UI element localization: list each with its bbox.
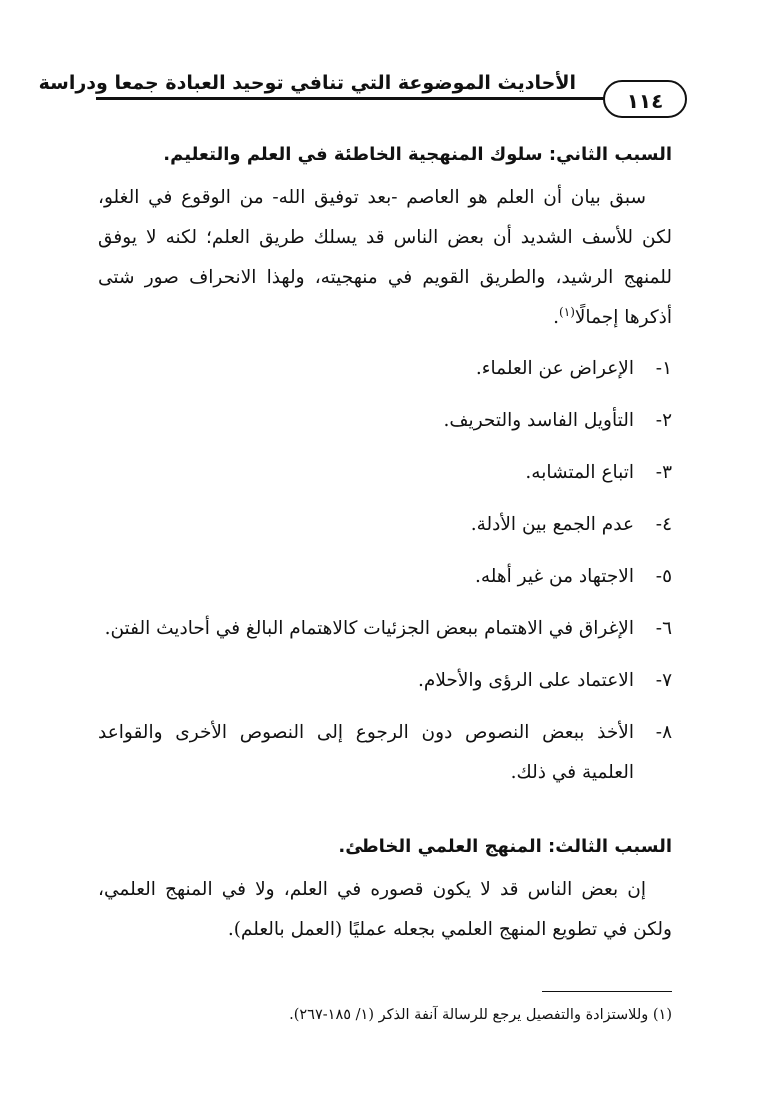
list-item (98, 505, 672, 545)
list-item (98, 453, 672, 493)
list-item-number: ٢- (655, 410, 672, 431)
list-item-text: الاجتهاد من غير أهله. (474, 566, 634, 587)
footnote-rule (542, 991, 672, 992)
causes-list (98, 349, 672, 793)
section-paragraph (98, 178, 672, 338)
list-item-text: عدم الجمع بين الأدلة. (470, 514, 634, 535)
list-item-number: ٧- (655, 670, 672, 691)
running-title: الأحاديث الموضوعة التي تنافي توحيد العبادة جمعا ودراسة (38, 72, 576, 94)
paragraph-text: إن بعض الناس قد لا يكون قصوره في العلم، ولا في المنهج العلمي، ولكن في تطويع المنهج العلمي بجعله عمليًا (العمل بالعلم). (98, 879, 672, 940)
section-three (98, 832, 672, 950)
list-item (98, 661, 672, 701)
list-item (98, 401, 672, 441)
list-item-text: الأخذ ببعض النصوص دون الرجوع إلى النصوص الأخرى والقواعد العلمية في ذلك. (98, 722, 634, 783)
list-item (98, 713, 672, 793)
list-item-text: الاعتماد على الرؤى والأحلام. (418, 670, 634, 691)
list-item (98, 609, 672, 649)
list-item-number: ١- (655, 358, 672, 379)
list-item-number: ٥- (655, 566, 672, 587)
list-item (98, 557, 672, 597)
footnote-reference[interactable]: (١) (559, 304, 575, 319)
list-item-text: الإغراق في الاهتمام ببعض الجزئيات كالاهتمام البالغ في أحاديث الفتن. (104, 618, 634, 639)
header-rule (96, 97, 604, 100)
list-item-number: ٤- (655, 514, 672, 535)
section-two (98, 140, 672, 793)
paragraph-text: سبق بيان أن العلم هو العاصم -بعد توفيق الله- من الوقوع في الغلو، لكن للأسف الشديد أن بعض الناس قد يسلك طريق العلم؛ لكنه لا يوفق للمنهج الرشيد، والطريق القويم في منهجيته، ولهذا الانحراف صور شتى أذكرها إجمالًا (98, 187, 672, 328)
section-heading: السبب الثالث: المنهج العلمي الخاطئ. (338, 836, 672, 857)
paragraph-end: . (553, 307, 560, 328)
list-item-text: التأويل الفاسد والتحريف. (443, 410, 634, 431)
list-item-text: اتباع المتشابه. (525, 462, 634, 483)
list-item-number: ٣- (655, 462, 672, 483)
section-paragraph (98, 870, 672, 950)
list-item-text: الإعراض عن العلماء. (475, 358, 634, 379)
list-item-number: ٨- (655, 722, 672, 743)
footnote: (١) وللاستزادة والتفصيل يرجع للرسالة آنفة الذكر (١/ ١٨٥-٢٦٧). (289, 1007, 672, 1023)
list-item-number: ٦- (655, 618, 672, 639)
list-item (98, 349, 672, 389)
section-heading: السبب الثاني: سلوك المنهجية الخاطئة في العلم والتعليم. (163, 144, 672, 165)
page-number: ١١٤ (603, 80, 687, 118)
